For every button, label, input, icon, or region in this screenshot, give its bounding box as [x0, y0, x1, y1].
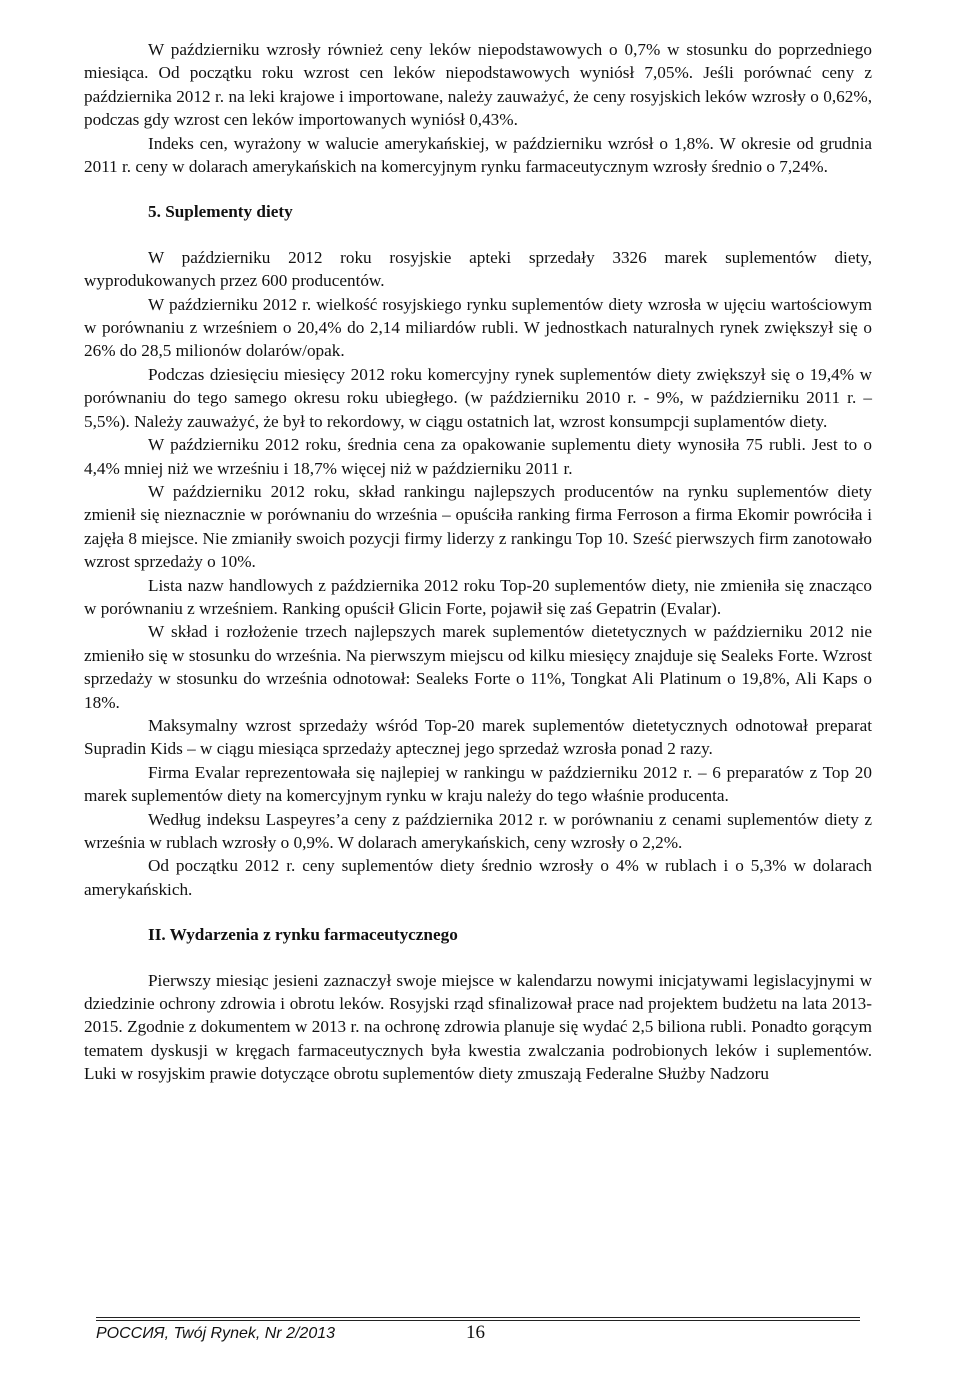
paragraph: Firma Evalar reprezentowała się najlepiej w rankingu w październiku 2012 r. – 6 preparatów z Top 20 marek suplementów diety na komercyjnym rynku w kraju należy do tego właśnie producenta. [84, 762, 872, 806]
paragraph: Według indeksu Laspeyres’a ceny z października 2012 r. w porównaniu z cenami suplementów diety z września w rublach wzrosły o 0,9%. W dolarach amerykańskich, ceny wzrosły o 2,2%. [84, 809, 872, 852]
document-body [84, 38, 872, 1086]
page-number: 16 [466, 1322, 485, 1343]
paragraph: Od początku 2012 r. ceny suplementów diety średnio wzrosły o 4% w rublach i o 5,3% w dolarach amerykańskich. [84, 856, 872, 899]
paragraph: W październiku 2012 roku, skład rankingu najlepszych producentów na rynku suplementów diety zmienił się nieznacznie w porównaniu do września – opuściła ranking firma Ferroson a firma Ekomir powróciła i zajęła 8 miejsce. Nie zmianiły swoich pozycji firmy liderzy z rankingu Top 10. Sześć pierwszych firm zanotowało wzrost sprzedaży o 10%. [84, 481, 872, 572]
paragraph: W październiku 2012 roku rosyjskie apteki sprzedały 3326 marek suplementów diety, wyprodukowanych przez 600 producentów. [84, 247, 872, 291]
paragraph: Pierwszy miesiąc jesieni zaznaczył swoje miejsce w kalendarzu nowymi inicjatywami legislacyjnymi w dziedzinie ochrony zdrowia i obrotu leków. Rosyjski rząd sfinalizował prace nad projektem budżetu na lata 2013-2015. Zgodnie z dokumentem w 2013 r. na ochronę zdrowia planuje się wydać 2,5 biliona rubli. Ponadto gorącym tematem dyskusji w kręgach farmaceutycznych była kwestia zwalczania podrobionych leków i suplementów. Luki w rosyjskim prawie dotyczące obrotu suplementów diety zmuszają Federalne Służby Nadzoru [84, 970, 872, 1084]
paragraph: W październiku wzrosły również ceny leków niepodstawowych o 0,7% w stosunku do poprzedniego miesiąca. Od początku roku wzrost cen leków niepodstawowych wyniósł 7,05%. Jeśli porównać ceny z października 2012 r. na leki krajowe i importowane, należy zauważyć, że ceny rosyjskich leków wzrosły o 0,62%, podczas gdy wzrost cen leków importowanych wyniósł 0,43%. [84, 40, 872, 130]
paragraph: Podczas dziesięciu miesięcy 2012 roku komercyjny rynek suplementów diety zwiększył się o 19,4% w porównaniu do tego samego okresu roku ubiegłego. (w październiku 2010 r. - 9%, w październiku 2011 r. – 5,5%). Należy zauważyć, że był to rekordowy, w ciągu ostatnich lat, wzrost konsumpcji suplamentów diety. [84, 364, 872, 431]
section-heading-suplementy: 5. Suplementy diety [148, 202, 293, 222]
paragraph: W październiku 2012 roku, średnia cena za opakowanie suplementu diety wynosiła 75 rubli. Jest to o 4,4% mniej niż we wrześniu i 18,7% więcej niż w październiku 2011 r. [84, 435, 872, 478]
footer-divider-secondary [96, 1320, 860, 1321]
footer-publication: РОССИЯ, Twój Rynek, Nr 2/2013 [96, 1325, 336, 1342]
paragraph: Indeks cen, wyrażony w walucie amerykańskiej, w październiku wzrósł o 1,8%. W okresie od grudnia 2011 r. ceny w dolarach amerykańskich na komercyjnym rynku farmaceutycznym wzrosły średnio o 7,24%. [84, 133, 872, 177]
paragraph: Maksymalny wzrost sprzedaży wśród Top-20 marek suplementów dietetycznych odnotował preparat Supradin Kids – w ciągu miesiąca sprzedaży aptecznej jego sprzedaż wzrosła ponad 2 razy. [84, 715, 872, 759]
section-heading-wydarzenia: II. Wydarzenia z rynku farmaceutycznego [148, 925, 458, 945]
footer-divider [96, 1317, 860, 1318]
paragraph: W skład i rozłożenie trzech najlepszych marek suplementów dietetycznych w październiku 2012 nie zmieniło się w stosunku do września. Na pierwszym miejscu od kilku miesięcy znajduje się Sealeks Forte. Wzrost sprzedaży w stosunku do września odnotował: Sealeks Forte o 11%, Tongkat Ali Platinum o 19,8%, Ali Kaps o 18%. [84, 622, 872, 712]
paragraph: W październiku 2012 r. wielkość rosyjskiego rynku suplementów diety wzrosła w ujęciu wartościowym w porównaniu z wrześniem o 20,4% do 2,14 miliardów rubli. W jednostkach naturalnych rynek zwiększył się o 26% do 28,5 milionów dolarów/opak. [84, 294, 872, 361]
paragraph: Lista nazw handlowych z października 2012 roku Top-20 suplementów diety, nie zmieniła się znacząco w porównaniu z wrześniem. Ranking opuścił Glicin Forte, pojawił się zaś Gepatrin (Evalar). [84, 575, 872, 618]
